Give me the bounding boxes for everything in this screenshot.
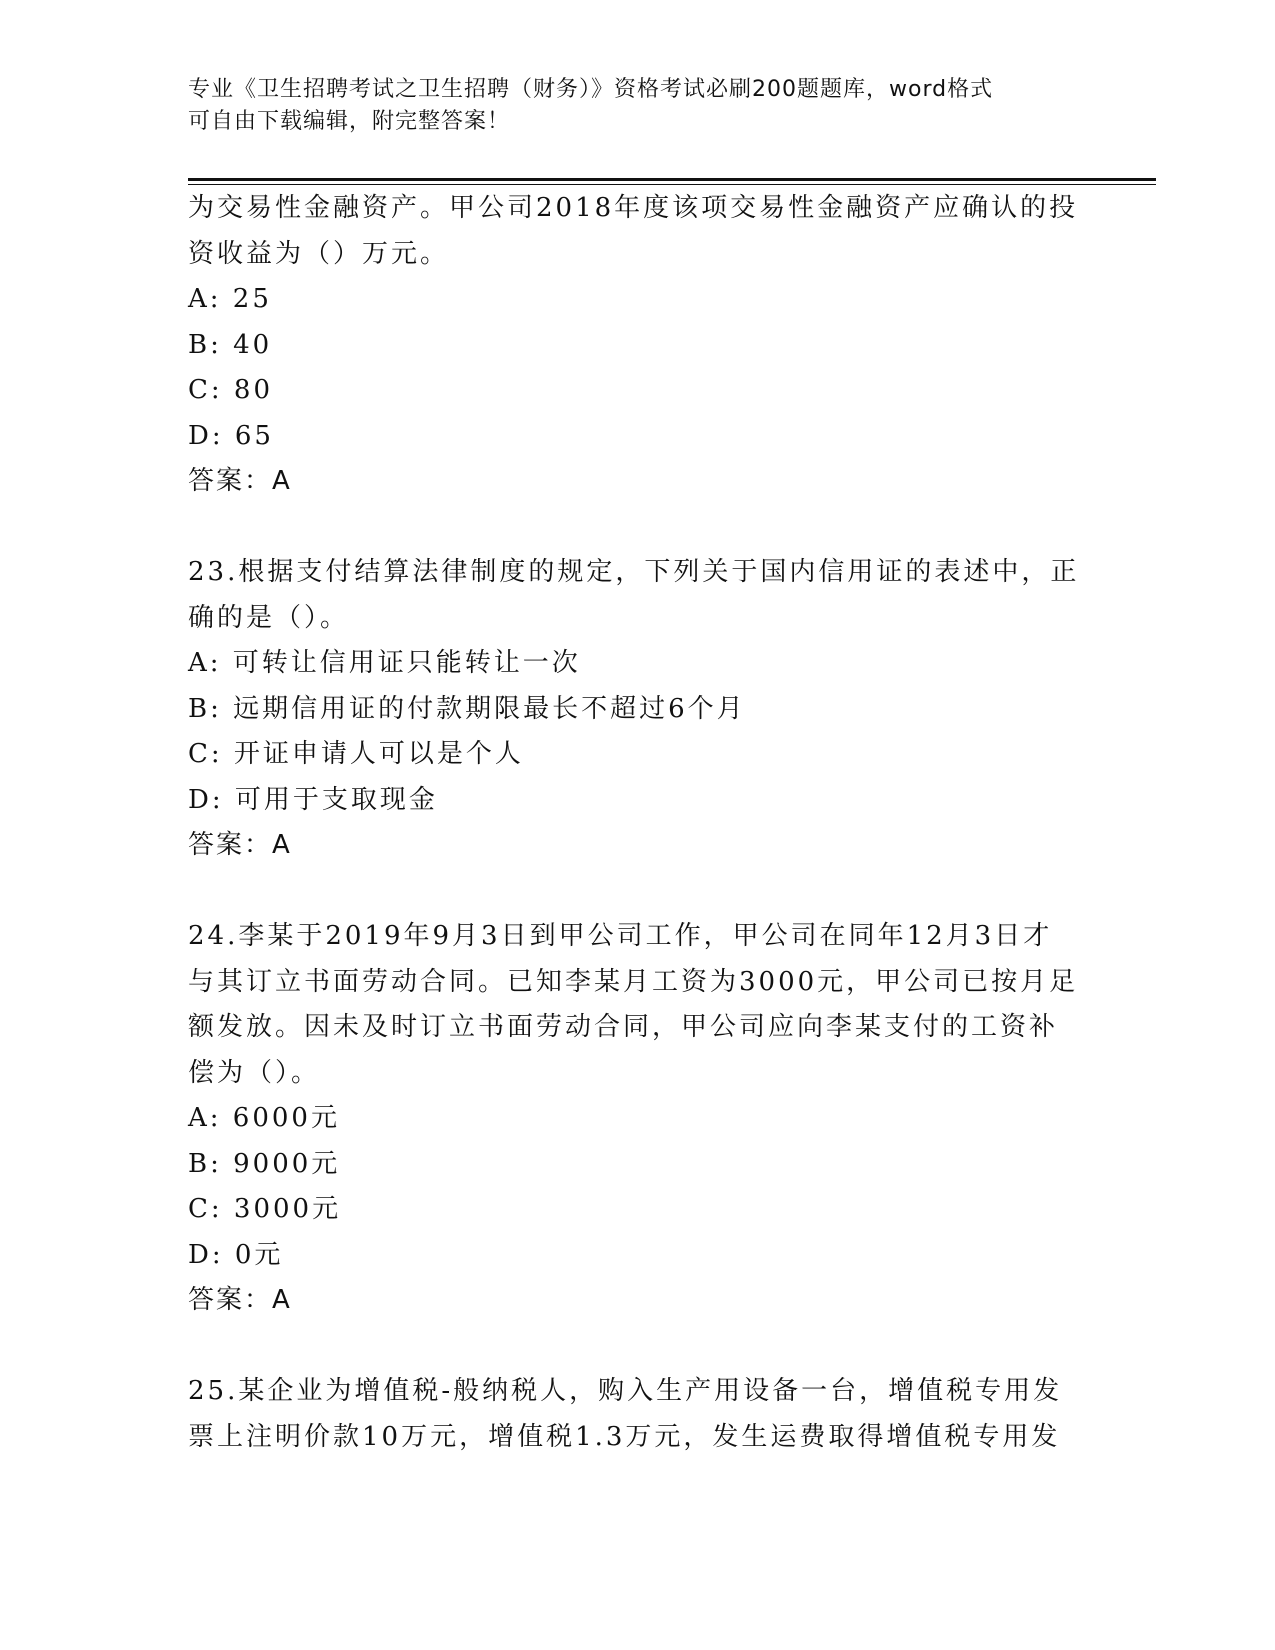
- question-23: [188, 550, 1088, 869]
- option-c: C: 3000元: [188, 1194, 342, 1224]
- answer: 答案：A: [188, 1285, 292, 1315]
- header-divider-thick: [188, 178, 1156, 181]
- option-c: C: 开证申请人可以是个人: [188, 739, 524, 769]
- question-text: 与其订立书面劳动合同。已知李某月工资为3000元，甲公司已按月足: [188, 966, 1079, 997]
- answer: 答案：A: [188, 830, 292, 860]
- question-text: 确的是（）。: [188, 602, 350, 633]
- question-22: [188, 186, 1088, 505]
- header-divider-thin: [188, 184, 1156, 185]
- question-list: [188, 186, 1088, 1460]
- question-text: 资收益为（）万元。: [188, 238, 450, 269]
- option-a: A: 6000元: [188, 1103, 340, 1133]
- option-d: D: 0元: [188, 1239, 284, 1270]
- option-a: A: 25: [188, 284, 272, 314]
- question-text: 25.某企业为增值税-般纳税人，购入生产用设备一台，增值税专用发: [188, 1376, 1063, 1406]
- question-text: 23.根据支付结算法律制度的规定，下列关于国内信用证的表述中，正: [188, 557, 1080, 587]
- header-title-line-2: 可自由下载编辑，附完整答案！: [188, 109, 511, 134]
- option-b: B: 9000元: [188, 1148, 341, 1179]
- question-24: [188, 914, 1088, 1324]
- option-b: B: 远期信用证的付款期限最长不超过6个月: [188, 693, 746, 724]
- option-a: A: 可转让信用证只能转让一次: [188, 648, 581, 678]
- question-text: 额发放。因未及时订立书面劳动合同，甲公司应向李某支付的工资补: [188, 1012, 1059, 1042]
- header-title-line-1: 专业《卫生招聘考试之卫生招聘（财务）》资格考试必刷200题题库，word格式: [188, 77, 994, 102]
- answer: 答案：A: [188, 466, 292, 496]
- option-d: D: 65: [188, 420, 274, 451]
- spacer: [188, 869, 1088, 915]
- question-25: [188, 1369, 1088, 1460]
- question-text: 24.李某于2019年9月3日到甲公司工作，甲公司在同年12月3日才: [188, 921, 1053, 951]
- document-header: [188, 74, 1088, 138]
- option-c: C: 80: [188, 375, 274, 405]
- option-d: D: 可用于支取现金: [188, 784, 438, 815]
- question-text: 为交易性金融资产。甲公司2018年度该项交易性金融资产应确认的投: [188, 193, 1079, 223]
- spacer: [188, 1324, 1088, 1370]
- spacer: [188, 505, 1088, 551]
- option-b: B: 40: [188, 329, 273, 360]
- question-text: 偿为（）。: [188, 1057, 321, 1088]
- question-text: 票上注明价款10万元，增值税1.3万元，发生运费取得增值税专用发: [188, 1421, 1061, 1452]
